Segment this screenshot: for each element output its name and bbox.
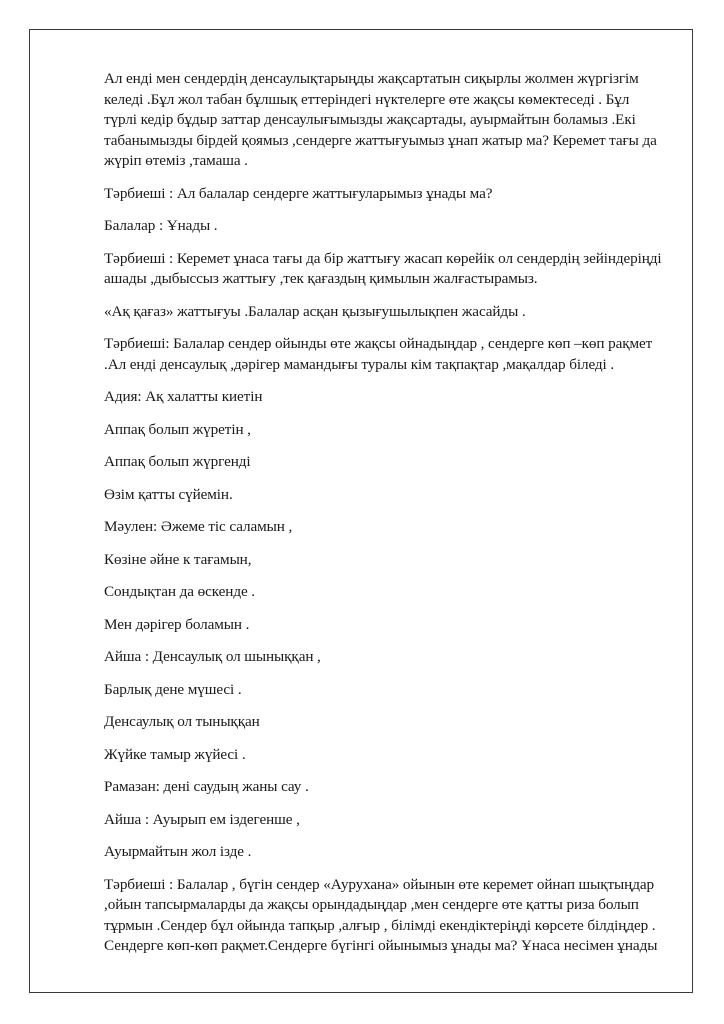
paragraph-children-answer: Балалар : Ұнады . — [104, 217, 218, 234]
paragraph-intro: Ал енді мен сендердің денсаулықтарыңды жақсартатын сиқырлы жолмен жүргізгім келеді .Бұл жол табан бұлшық еттеріндегі нүктелерге өте жақсы көмектеседі . Бұл түрлі кедір бұдыр заттар денсаулығымызды жақсартады, ауырмайтын боламыз .Екі табанымызды бірдей қоямыз ,сендерге жаттығуымыз ұнап жатыр ма? Керемет тағы да жүріп өтеміз ,тамаша . — [104, 70, 657, 169]
paragraph-teacher-thanks: Тәрбиеші: Балалар сендер ойынды өте жақсы ойнадыңдар , сендерге көп –көп рақмет .Ал енді денсаулық ,дәрігер мамандығы туралы кім тақпақтар ,мақалдар біледі . — [104, 335, 653, 373]
poem-line: Өзім қатты сүйемін. — [104, 485, 233, 503]
poem-line: Мәулен: Әжеме тіс саламын , — [104, 518, 293, 535]
paragraph-teacher-conclusion: Тәрбиеші : Балалар , бүгін сендер «Аурухана» ойынын өте керемет ойнап шықтыңдар ,ойын тапсырмаларды да жақсы орындадыңдар ,мен сендерге өте қатты риза болып тұрмын .Сендер бұл ойында тапқыр ,алғыр , білімді екендіктеріңді көрсете білдіңдер . Сендерге көп-көп рақмет.Сендерге бүгінгі ойынымыз ұнады ма? Ұнаса несімен ұнады — [104, 875, 658, 954]
poem-line: Жүйке тамыр жүйесі . — [104, 745, 246, 763]
poem-line: Көзіне әйне к тағамын, — [104, 550, 252, 568]
poem-line: Мен дәрігер боламын . — [104, 615, 250, 633]
poem-line: Денсаулық ол тыныққан — [104, 713, 260, 730]
paragraph-teacher-next-exercise: Тәрбиеші : Керемет ұнаса тағы да бір жаттығу жасап көрейік ол сендердің зейіндеріңді ашады ,дыбыссыз жаттығу ,тек қағаздың қимылын жалғастырамыз. — [104, 249, 662, 287]
document-body — [104, 69, 664, 969]
poem-line: Рамазан: дені саудың жаны сау . — [104, 778, 309, 795]
poem-line: Айша : Денсаулық ол шыныққан , — [104, 648, 321, 665]
poem-line: Аппақ болып жүргенді — [104, 453, 251, 470]
poem-line: Адия: Ақ халатты киетін — [104, 388, 263, 405]
poem-line: Сондықтан да өскенде . — [104, 583, 255, 600]
poem-line: Айша : Ауырып ем іздегенше , — [104, 810, 300, 828]
paragraph-white-paper-exercise: «Ақ қағаз» жаттығуы .Балалар асқан қызығушылықпен жасайды . — [104, 302, 526, 320]
poem-line: Аппақ болып жүретін , — [104, 420, 251, 438]
paragraph-teacher-question: Тәрбиеші : Ал балалар сендерге жаттығуларымыз ұнады ма? — [104, 184, 493, 202]
poem-line: Ауырмайтын жол ізде . — [104, 843, 252, 860]
poem-line: Барлық дене мүшесі . — [104, 680, 242, 698]
